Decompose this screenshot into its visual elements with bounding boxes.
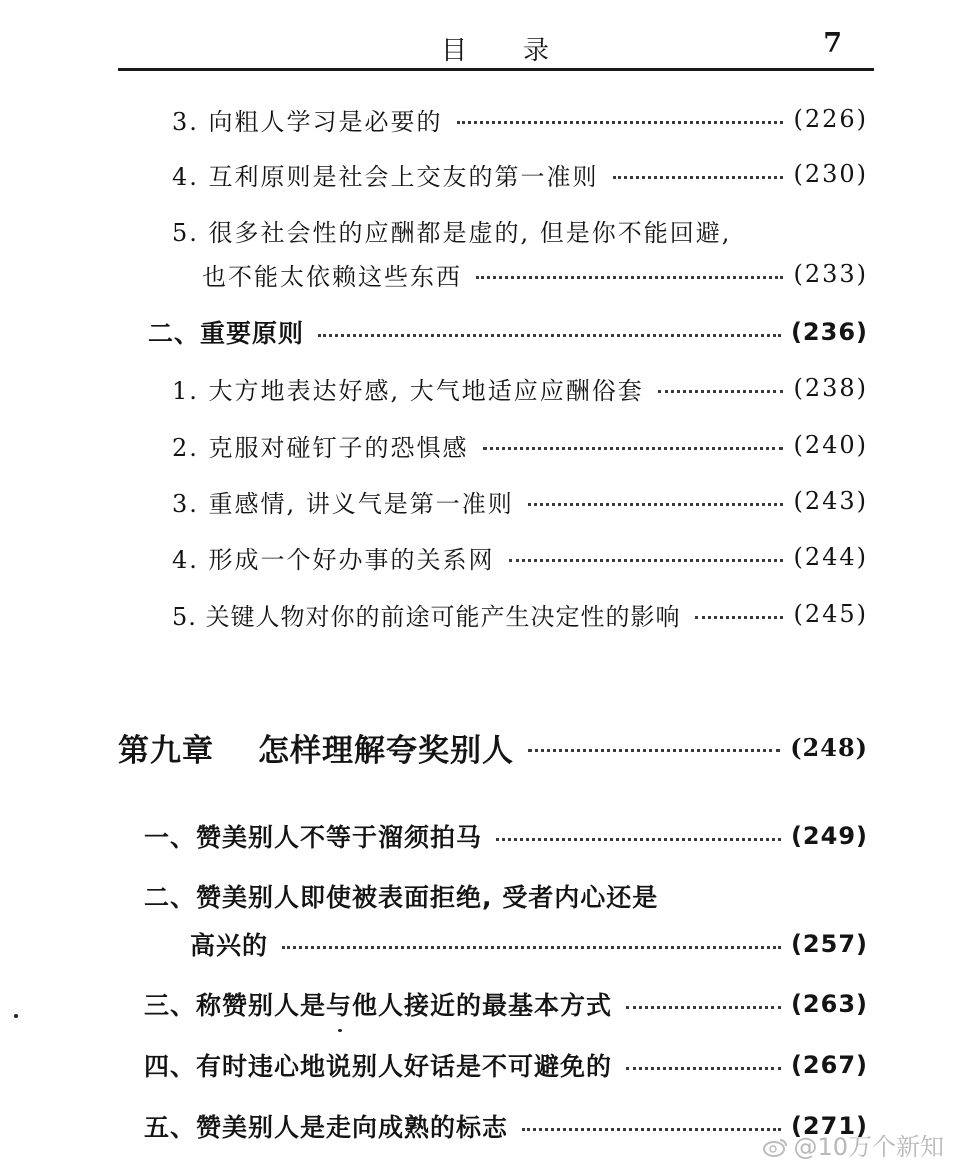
- dot-leader: [613, 176, 784, 179]
- toc-entry-text: 4. 形成一个好办事的关系网: [172, 545, 495, 574]
- header-title: [441, 30, 551, 67]
- running-header: [118, 26, 872, 68]
- toc-page-ref: (236): [790, 318, 868, 346]
- watermark-text: @10万个新知: [793, 1133, 944, 1161]
- toc-entry-text: 5. 很多社会性的应酬都是虚的, 但是你不能回避,: [172, 218, 732, 247]
- dot-leader: [476, 276, 783, 279]
- toc-section-text: 五、赞美别人是走向成熟的标志: [144, 1113, 509, 1142]
- dot-leader: [282, 946, 781, 949]
- page-number: 7: [823, 28, 842, 59]
- dot-leader: [522, 1128, 781, 1131]
- dot-leader: [496, 838, 781, 841]
- toc-section-text: 二、赞美别人即使被表面拒绝, 受者内心还是: [144, 883, 659, 912]
- dot-leader: [509, 559, 784, 562]
- scan-speck: [338, 1029, 342, 1032]
- toc-section-text: 一、赞美别人不等于溜须拍马: [144, 823, 483, 852]
- toc-entry: [0, 368, 868, 408]
- toc-section-heading: [0, 816, 868, 856]
- dot-leader: [626, 1006, 781, 1009]
- toc-entry: [0, 537, 868, 577]
- toc-page-ref: (271): [790, 1112, 868, 1140]
- header-title-char-1: 目: [441, 36, 470, 66]
- dot-leader: [483, 447, 784, 450]
- scan-speck: [14, 1014, 18, 1018]
- chapter-label: 第九章: [118, 732, 214, 769]
- toc-entry-text: 1. 大方地表达好感, 大气地适应应酬俗套: [172, 376, 644, 405]
- toc-entry: [0, 99, 868, 139]
- dot-leader: [626, 1067, 781, 1070]
- toc-section-text: 四、有时违心地说别人好话是不可避免的: [144, 1052, 613, 1081]
- toc-chapter-heading: [0, 724, 868, 770]
- dot-leader: [528, 749, 780, 752]
- weibo-icon: [763, 1135, 789, 1155]
- toc-page-ref: (248): [790, 732, 868, 762]
- toc-entry-text: 4. 互利原则是社会上交友的第一准则: [172, 162, 599, 191]
- toc-page-ref: (226): [793, 105, 868, 133]
- toc-entry-text: 3. 重感情, 讲义气是第一准则: [172, 489, 514, 518]
- toc-page-ref: (238): [793, 374, 868, 402]
- dot-leader: [318, 334, 781, 337]
- toc-section-heading-continuation: [0, 924, 868, 964]
- chapter-title: 怎样理解夸奖别人: [258, 732, 514, 769]
- toc-section-heading-first-line: [0, 876, 868, 916]
- dot-leader: [457, 121, 784, 124]
- toc-entry: [0, 594, 868, 634]
- toc-entry: [0, 154, 868, 194]
- toc-section-text: 三、称赞别人是与他人接近的最基本方式: [144, 991, 613, 1020]
- toc-section-text: 高兴的: [190, 931, 269, 960]
- watermark: [763, 1127, 944, 1162]
- toc-page-ref: (243): [793, 487, 868, 515]
- header-rule: [118, 68, 874, 71]
- dot-leader: [528, 503, 784, 506]
- toc-section-heading: [0, 984, 868, 1024]
- dot-leader: [658, 390, 784, 393]
- toc-section-heading: [0, 312, 868, 352]
- toc-page-ref: (257): [790, 930, 868, 958]
- toc-entry-text: 也不能太依赖这些东西: [202, 262, 462, 291]
- toc-entry: [0, 425, 868, 465]
- dot-leader: [695, 616, 784, 619]
- toc-page-ref: (263): [790, 990, 868, 1018]
- toc-page-ref: (233): [793, 260, 868, 288]
- toc-section-heading: [0, 1106, 868, 1146]
- toc-page-ref: (267): [790, 1051, 868, 1079]
- toc-entry-first-line: [0, 210, 868, 250]
- toc-page-ref: (240): [793, 431, 868, 459]
- toc-page-ref: (230): [793, 160, 868, 188]
- toc-page-ref: (249): [790, 822, 868, 850]
- toc-page-ref: (245): [793, 600, 868, 628]
- toc-page-ref: (244): [793, 543, 868, 571]
- toc-section-text: 二、重要原则: [148, 319, 305, 348]
- toc-entry-text: 2. 克服对碰钉子的恐惧感: [172, 433, 469, 462]
- toc-section-heading: [0, 1045, 868, 1085]
- toc-entry: [0, 481, 868, 521]
- toc-entry-text: 5. 关键人物对你的前途可能产生决定性的影响: [172, 602, 681, 631]
- toc-entry-text: 3. 向粗人学习是必要的: [172, 107, 443, 136]
- header-title-char-2: 录: [523, 36, 552, 66]
- toc-entry-continuation: [0, 254, 868, 294]
